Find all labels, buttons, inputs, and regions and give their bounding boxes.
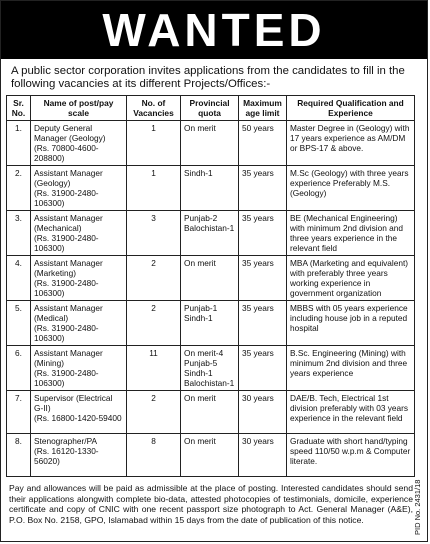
- cell-post: [31, 301, 127, 346]
- table-row: [7, 166, 415, 211]
- cell-sr-sr: 8.: [15, 436, 22, 446]
- cell-qualification-qualification: BE (Mechanical Engineering) with minimum 2nd division and three years experience in the relevant field: [290, 213, 403, 253]
- cell-quota: [181, 166, 239, 211]
- cell-vacancies: [127, 121, 181, 166]
- cell-quota-quota: Punjab-1 Sindh-1: [184, 303, 218, 323]
- cell-post: [31, 211, 127, 256]
- cell-qualification-qualification: Master Degree in (Geology) with 17 years experience as AM/DM or BPS-17 & above.: [290, 123, 410, 153]
- banner-title: WANTED: [102, 4, 326, 56]
- cell-vacancies-vacancies: 2: [151, 258, 156, 268]
- header-age: Maximum age limit: [239, 96, 287, 121]
- cell-quota-quota: On merit-4 Punjab-5 Sindh-1 Balochistan-1: [184, 348, 235, 388]
- cell-qualification-qualification: B.Sc. Engineering (Mining) with minimum 2nd division and three years experience: [290, 348, 408, 378]
- cell-post-scale: (Rs. 70800-4600-208800): [34, 143, 99, 163]
- cell-qualification: [287, 121, 415, 166]
- cell-post-post: Assistant Manager (Marketing): [34, 258, 103, 278]
- cell-age: [239, 301, 287, 346]
- cell-post-scale: (Rs. 31900-2480-106300): [34, 368, 99, 388]
- cell-age-age: 30 years: [242, 393, 274, 403]
- cell-post: [31, 256, 127, 301]
- cell-post: [31, 391, 127, 434]
- cell-age-age: 35 years: [242, 213, 274, 223]
- cell-qualification-qualification: Graduate with short hand/typing speed 110/50 w.p.m & Computer literate.: [290, 436, 411, 466]
- cell-vacancies-vacancies: 2: [151, 303, 156, 313]
- cell-vacancies: [127, 346, 181, 391]
- cell-sr: [7, 211, 31, 256]
- cell-age: [239, 434, 287, 477]
- cell-sr: [7, 256, 31, 301]
- cell-sr-sr: 2.: [15, 168, 22, 178]
- cell-qualification: [287, 256, 415, 301]
- header-name: Name of post/pay scale: [31, 96, 127, 121]
- cell-vacancies: [127, 434, 181, 477]
- cell-sr: [7, 166, 31, 211]
- cell-sr-sr: 5.: [15, 303, 22, 313]
- cell-post: [31, 346, 127, 391]
- cell-sr-sr: 4.: [15, 258, 22, 268]
- table-row: [7, 121, 415, 166]
- table-row: [7, 346, 415, 391]
- cell-sr-sr: 3.: [15, 213, 22, 223]
- cell-sr: [7, 301, 31, 346]
- table-row: [7, 256, 415, 301]
- cell-qualification: [287, 211, 415, 256]
- cell-vacancies-vacancies: 8: [151, 436, 156, 446]
- header-quota: Provincial quota: [181, 96, 239, 121]
- cell-age-age: 35 years: [242, 168, 274, 178]
- cell-quota: [181, 256, 239, 301]
- cell-vacancies-vacancies: 11: [149, 348, 158, 358]
- cell-age: [239, 256, 287, 301]
- cell-age-age: 50 years: [242, 123, 274, 133]
- cell-qualification-qualification: MBBS with 05 years experience including house job in a reputed hospital: [290, 303, 408, 333]
- vacancies-table: [6, 95, 415, 477]
- cell-post-post: Assistant Manager (Mechanical): [34, 213, 103, 233]
- table-row: [7, 211, 415, 256]
- cell-vacancies: [127, 301, 181, 346]
- cell-vacancies: [127, 166, 181, 211]
- cell-age-age: 30 years: [242, 436, 274, 446]
- cell-sr-sr: 6.: [15, 348, 22, 358]
- cell-quota: [181, 346, 239, 391]
- cell-vacancies-vacancies: 1: [151, 168, 156, 178]
- table-header-row: [7, 96, 415, 121]
- cell-quota-quota: On merit: [184, 393, 216, 403]
- cell-age-age: 35 years: [242, 348, 274, 358]
- cell-post-post: Stenographer/PA: [34, 436, 98, 446]
- table-row: [7, 391, 415, 434]
- cell-sr: [7, 391, 31, 434]
- cell-vacancies-vacancies: 1: [151, 123, 156, 133]
- cell-post-post: Supervisor (Electrical G-II): [34, 393, 113, 413]
- cell-quota-quota: Sindh-1: [184, 168, 213, 178]
- cell-post-scale: (Rs. 16120-1330-56020): [34, 446, 99, 466]
- cell-post-scale: (Rs. 31900-2480-106300): [34, 188, 99, 208]
- cell-post-post: Assistant Manager (Mining): [34, 348, 103, 368]
- cell-qualification: [287, 391, 415, 434]
- cell-sr-sr: 1.: [15, 123, 22, 133]
- cell-quota: [181, 121, 239, 166]
- header-vacancies: No. of Vacancies: [127, 96, 181, 121]
- cell-post: [31, 166, 127, 211]
- cell-vacancies: [127, 211, 181, 256]
- cell-quota-quota: On merit: [184, 436, 216, 446]
- table-row: [7, 301, 415, 346]
- cell-sr: [7, 346, 31, 391]
- cell-age-age: 35 years: [242, 303, 274, 313]
- cell-age: [239, 391, 287, 434]
- cell-quota-quota: On merit: [184, 258, 216, 268]
- cell-age: [239, 211, 287, 256]
- cell-post-scale: (Rs. 31900-2480-106300): [34, 323, 99, 343]
- cell-quota: [181, 301, 239, 346]
- cell-qualification: [287, 346, 415, 391]
- cell-vacancies: [127, 256, 181, 301]
- cell-quota-quota: Punjab-2 Balochistan-1: [184, 213, 235, 233]
- cell-qualification-qualification: MBA (Marketing and equivalent) with preferably three years working experience in government organization: [290, 258, 409, 298]
- cell-qualification: [287, 166, 415, 211]
- cell-age-age: 35 years: [242, 258, 274, 268]
- wanted-banner: [1, 1, 427, 59]
- cell-qualification: [287, 434, 415, 477]
- cell-post-post: Assistant Manager (Geology): [34, 168, 103, 188]
- cell-post-scale: (Rs. 16800-1420-59400: [34, 413, 122, 423]
- cell-post-scale: (Rs. 31900-2480-106300): [34, 278, 99, 298]
- cell-sr: [7, 121, 31, 166]
- cell-age: [239, 346, 287, 391]
- cell-sr-sr: 7.: [15, 393, 22, 403]
- cell-post: [31, 434, 127, 477]
- cell-vacancies-vacancies: 3: [151, 213, 156, 223]
- intro-paragraph: A public sector corporation invites applications from the candidates to fill in the following vacancies at its different Projects/Offices:-: [11, 65, 405, 90]
- cell-post-post: Assistant Manager (Medical): [34, 303, 103, 323]
- cell-qualification: [287, 301, 415, 346]
- cell-post-post: Deputy General Manager (Geology): [34, 123, 106, 143]
- pid-stamp: PID No. 2431/18: [413, 479, 422, 535]
- cell-vacancies-vacancies: 2: [151, 393, 156, 403]
- cell-age: [239, 166, 287, 211]
- footer-instructions: Pay and allowances will be paid as admissible at the place of posting. Interested candidates should send their applications alongwith complete bio-data, attested photocopies of testimonials, domicile, experience certificate and copy of CNIC with one recent passport size photograph to Act. General Manager (A&E), P.O. Box No. 2158, GPO, Islamabad within 15 days from the date of publication of this notice.: [9, 483, 413, 525]
- cell-vacancies: [127, 391, 181, 434]
- header-qualification: Required Qualification and Experience: [287, 96, 415, 121]
- cell-post: [31, 121, 127, 166]
- cell-sr: [7, 434, 31, 477]
- cell-post-scale: (Rs. 31900-2480-106300): [34, 233, 99, 253]
- cell-qualification-qualification: DAE/B. Tech, Electrical 1st division preferably with 03 years experience in the relevant field: [290, 393, 409, 423]
- cell-quota: [181, 434, 239, 477]
- cell-quota: [181, 391, 239, 434]
- header-sr: Sr. No.: [7, 96, 31, 121]
- cell-quota-quota: On merit: [184, 123, 216, 133]
- cell-age: [239, 121, 287, 166]
- table-row: [7, 434, 415, 477]
- cell-qualification-qualification: M.Sc (Geology) with three years experience Preferably M.S. (Geology): [290, 168, 409, 198]
- cell-quota: [181, 211, 239, 256]
